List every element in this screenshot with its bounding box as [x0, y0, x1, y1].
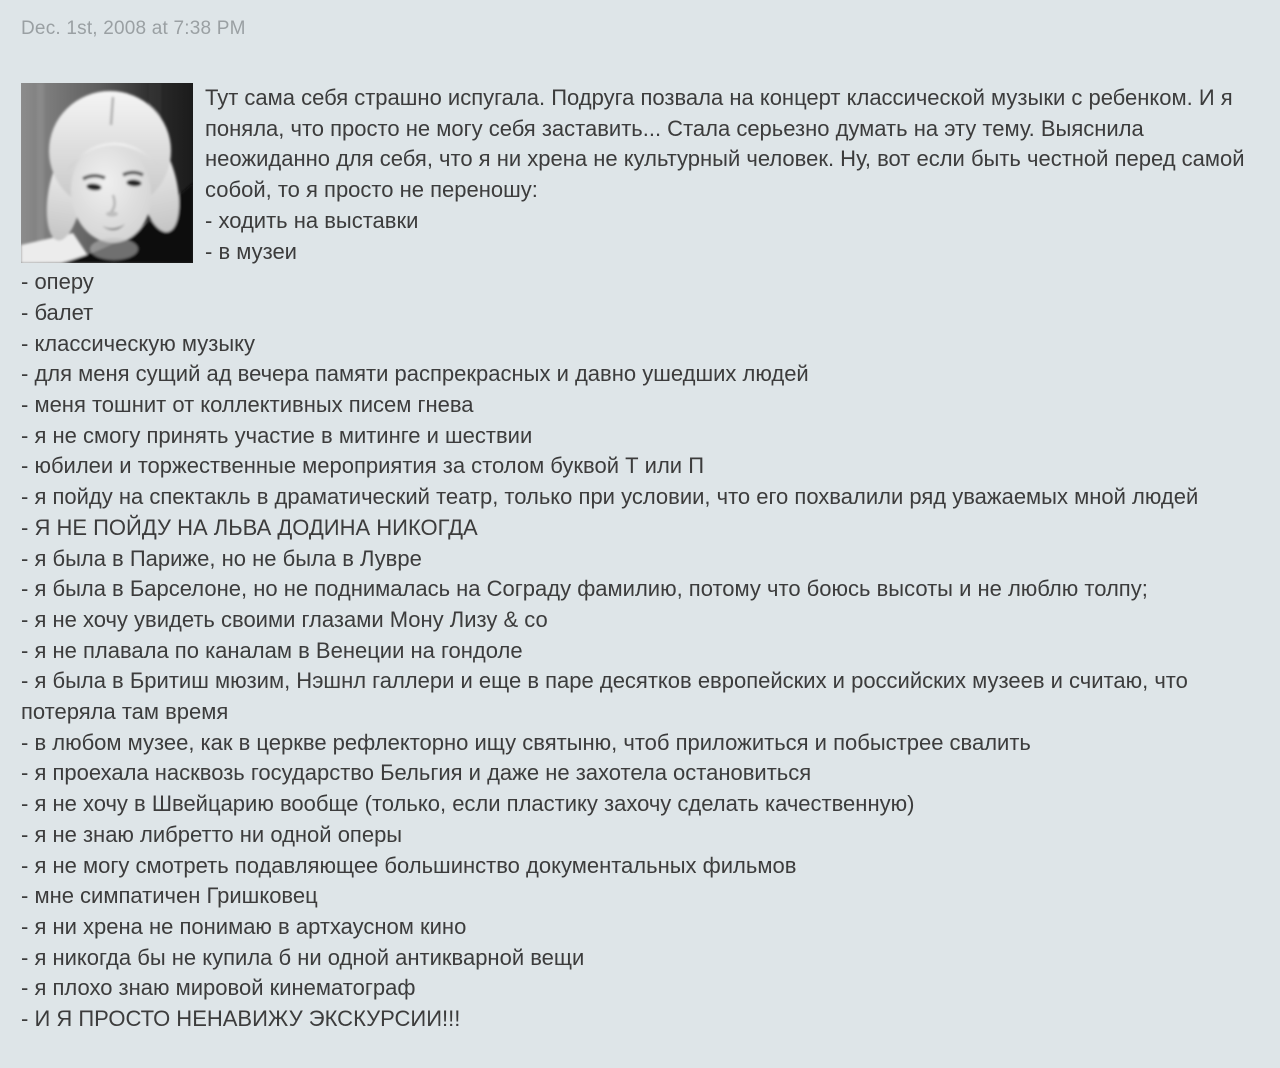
list-item: - меня тошнит от коллективных писем гнева: [21, 392, 474, 418]
list-item: - я проехала насквозь государство Бельгия и даже не захотела остановиться: [21, 760, 812, 786]
list-item: - мне симпатичен Гришковец: [21, 883, 318, 909]
list-item: - для меня сущий ад вечера памяти распрекрасных и давно ушедших людей: [21, 361, 809, 387]
list-item: - я не хочу в Швейцарию вообще (только, если пластику захочу сделать качественную): [21, 791, 915, 817]
list-item: - я не плавала по каналам в Венеции на гондоле: [21, 637, 523, 663]
list-item: - классическую музыку: [21, 330, 255, 356]
list-item: - оперу: [21, 269, 94, 295]
list-item: - я не могу смотреть подавляющее большинство документальных фильмов: [21, 852, 797, 878]
list-item: - я не смогу принять участие в митинге и шествии: [21, 422, 533, 448]
list-item: - ходить на выставки: [205, 207, 419, 233]
list-item: - я не хочу увидеть своими глазами Мону Лизу & со: [21, 606, 548, 632]
list-item: - я была в Бритиш мюзим, Нэшнл галлери и еще в паре десятков европейских и российских музеев и считаю, что потеряла там время: [21, 668, 1188, 725]
list-item: - я была в Барселоне, но не поднималась на Сограду фамилию, потому что боюсь высоты и не люблю толпу;: [21, 576, 1148, 602]
list-item: - я была в Париже, но не была в Лувре: [21, 545, 422, 571]
list-item: - И Я ПРОСТО НЕНАВИЖУ ЭКСКУРСИИ!!!: [21, 1006, 461, 1032]
list-item: - я пойду на спектакль в драматический театр, только при условии, что его похвалили ряд уважаемых мной людей: [21, 484, 1199, 510]
entry-list: [21, 206, 1259, 1035]
user-avatar[interactable]: [21, 83, 193, 263]
entry-date: Dec. 1st, 2008 at 7:38 PM: [21, 18, 246, 39]
list-item: - я никогда бы не купила б ни одной антикварной вещи: [21, 944, 585, 970]
list-item: - Я НЕ ПОЙДУ НА ЛЬВА ДОДИНА НИКОГДА: [21, 514, 478, 540]
list-item: - в любом музее, как в церкве рефлекторно ищу святыню, чтоб приложиться и побыстрее свалить: [21, 729, 1031, 755]
list-item: - юбилеи и торжественные мероприятия за столом буквой Т или П: [21, 453, 705, 479]
entry-text: [21, 83, 1259, 1035]
entry-intro: Тут сама себя страшно испугала. Подруга позвала на концерт классической музыки с ребенком. И я поняла, что просто не могу себя заставить... Стала серьезно думать на эту тему. Выяснила неожиданно для себя, что я ни хрена не культурный человек. Ну, вот если быть честной перед самой собой, то я просто не переношу:: [205, 85, 1245, 203]
portrait-photo-icon: [21, 83, 193, 263]
list-item: - я ни хрена не понимаю в артхаусном кино: [21, 913, 467, 939]
list-item: - балет: [21, 299, 94, 325]
list-item: - я плохо знаю мировой кинематограф: [21, 975, 416, 1001]
entry-body: [21, 83, 1259, 1035]
list-item: - в музеи: [205, 238, 297, 264]
list-item: - я не знаю либретто ни одной оперы: [21, 821, 403, 847]
